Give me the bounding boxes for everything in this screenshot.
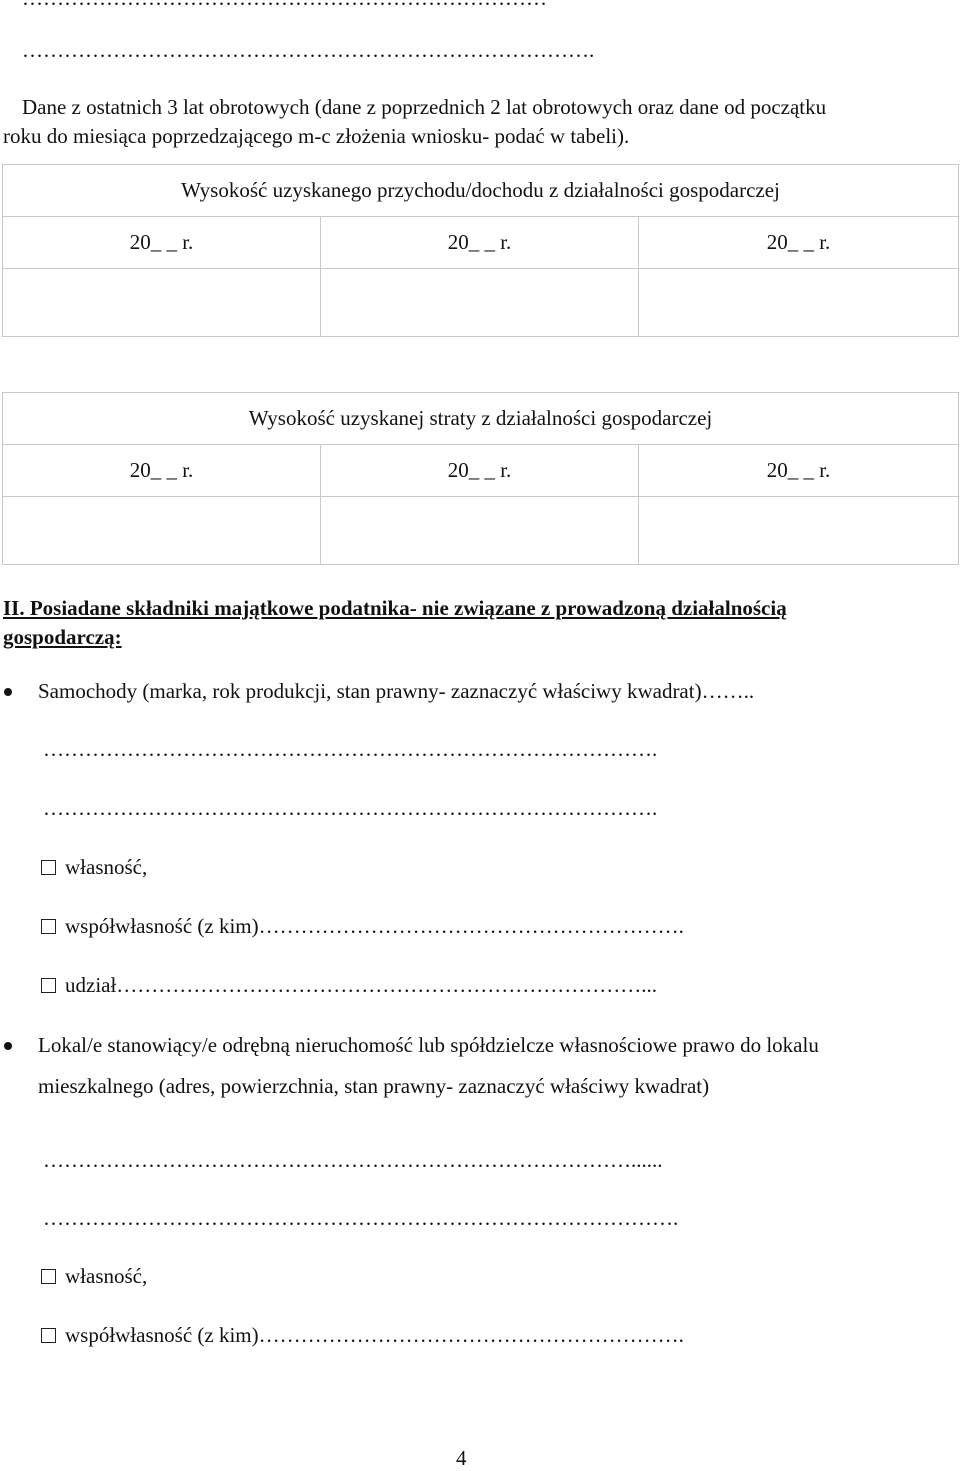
page-number: 4 <box>456 1446 467 1470</box>
bullet-icon <box>4 688 12 696</box>
cars-dotted-line-2[interactable]: ……………………………………………………………………………. <box>43 796 658 820</box>
loss-value-2[interactable] <box>321 497 639 565</box>
loss-year-3: 20_ _ r. <box>639 445 959 497</box>
flat-option-co-ownership[interactable] <box>41 1323 684 1348</box>
flat-dotted-line-2[interactable]: ………………………………………………………………………………. <box>43 1206 679 1230</box>
income-value-3[interactable] <box>639 269 959 337</box>
section-2-heading-line-2: gospodarczą: <box>3 625 122 649</box>
loss-value-3[interactable] <box>639 497 959 565</box>
flat-label-line-1: Lokal/e stanowiący/e odrębną nieruchomość lub spółdzielcze własnościowe prawo do lokalu <box>38 1033 819 1057</box>
flat-label-line-2: mieszkalnego (adres, powierzchnia, stan prawny- zaznaczyć właściwy kwadrat) <box>38 1074 710 1098</box>
cars-option-ownership[interactable] <box>41 855 147 880</box>
flat-dotted-line-1[interactable]: …………………………………………………………………………...... <box>43 1148 663 1172</box>
flat-option-co-ownership-label: współwłasność (z kim)……………………………………………………. <box>65 1323 684 1347</box>
loss-year-2: 20_ _ r. <box>321 445 639 497</box>
cars-option-co-ownership[interactable] <box>41 914 684 939</box>
income-table <box>2 164 959 337</box>
loss-table <box>2 392 959 565</box>
checkbox-icon[interactable] <box>41 919 56 934</box>
income-year-2: 20_ _ r. <box>321 217 639 269</box>
loss-value-1[interactable] <box>3 497 321 565</box>
intro-line-2: roku do miesiąca poprzedzającego m-c złożenia wniosku- podać w tabeli). <box>3 124 630 148</box>
cars-option-share[interactable] <box>41 973 657 998</box>
cars-dotted-line-1[interactable]: ……………………………………………………………………………. <box>43 737 658 761</box>
income-value-2[interactable] <box>321 269 639 337</box>
cars-option-co-ownership-label: współwłasność (z kim)……………………………………………………. <box>65 914 684 938</box>
top-dotted-line-2: ………………………………………………………………………. <box>22 38 595 62</box>
income-table-header: Wysokość uzyskanego przychodu/dochodu z działalności gospodarczej <box>3 165 959 217</box>
section-2-heading-line-1: II. Posiadane składniki majątkowe podatnika- nie związane z prowadzoną działalnością <box>3 596 787 620</box>
checkbox-icon[interactable] <box>41 860 56 875</box>
cars-option-ownership-label: własność, <box>65 855 148 879</box>
flat-option-ownership-label: własność, <box>65 1264 148 1288</box>
loss-table-header: Wysokość uzyskanej straty z działalności gospodarczej <box>3 393 959 445</box>
checkbox-icon[interactable] <box>41 978 56 993</box>
checkbox-icon[interactable] <box>41 1328 56 1343</box>
cars-label: Samochody (marka, rok produkcji, stan prawny- zaznaczyć właściwy kwadrat)…….. <box>38 679 755 703</box>
flat-option-ownership[interactable] <box>41 1264 147 1289</box>
income-value-1[interactable] <box>3 269 321 337</box>
top-dotted-line-1 <box>22 0 547 11</box>
income-year-1: 20_ _ r. <box>3 217 321 269</box>
checkbox-icon[interactable] <box>41 1269 56 1284</box>
bullet-icon <box>4 1042 12 1050</box>
income-year-3: 20_ _ r. <box>639 217 959 269</box>
intro-line-1: Dane z ostatnich 3 lat obrotowych (dane z poprzednich 2 lat obrotowych oraz dane od początku <box>22 95 827 119</box>
loss-year-1: 20_ _ r. <box>3 445 321 497</box>
cars-option-share-label: udział…………………………………………………………………... <box>65 973 658 997</box>
